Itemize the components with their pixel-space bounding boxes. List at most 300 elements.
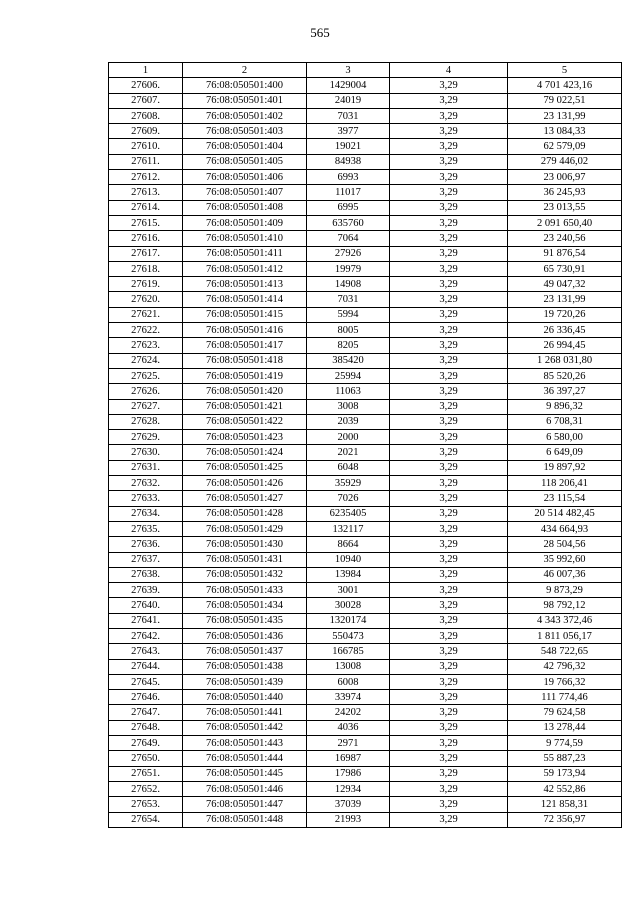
table-cell: 19 720,26 [508,307,622,322]
table-cell: 27606. [109,78,183,93]
table-cell: 35929 [307,476,390,491]
table-cell: 3,29 [390,246,508,261]
table-cell: 27653. [109,797,183,812]
page-number: 565 [310,25,330,40]
table-cell: 6 580,00 [508,430,622,445]
table-cell: 62 579,09 [508,139,622,154]
table-cell: 3,29 [390,460,508,475]
table-cell: 11017 [307,185,390,200]
table-cell: 8205 [307,338,390,353]
table-row [109,78,622,93]
table-cell: 76:08:050501:405 [183,154,307,169]
table-cell: 385420 [307,353,390,368]
table-row [109,476,622,491]
table-cell: 27614. [109,200,183,215]
table-cell: 30028 [307,598,390,613]
table-row [109,185,622,200]
table-cell: 91 876,54 [508,246,622,261]
table-row [109,766,622,781]
header-cell: 1 [109,63,183,78]
table-cell: 27643. [109,644,183,659]
table-cell: 3,29 [390,690,508,705]
table-row [109,215,622,230]
table-cell: 76:08:050501:423 [183,430,307,445]
table-row [109,200,622,215]
table-cell: 59 173,94 [508,766,622,781]
table-cell: 36 397,27 [508,384,622,399]
table-cell: 3,29 [390,583,508,598]
table-row [109,781,622,796]
table-cell: 3977 [307,124,390,139]
table-cell: 76:08:050501:445 [183,766,307,781]
table-row [109,598,622,613]
table-cell: 10940 [307,552,390,567]
table-cell: 85 520,26 [508,368,622,383]
table-cell: 76:08:050501:431 [183,552,307,567]
table-cell: 46 007,36 [508,567,622,582]
table-cell: 23 006,97 [508,170,622,185]
table-cell: 27629. [109,430,183,445]
table-row [109,277,622,292]
table-cell: 23 240,56 [508,231,622,246]
table-cell: 76:08:050501:427 [183,491,307,506]
table-cell: 14908 [307,277,390,292]
table-cell: 279 446,02 [508,154,622,169]
table-cell: 37039 [307,797,390,812]
table-cell: 27926 [307,246,390,261]
table-cell: 3,29 [390,215,508,230]
table-cell: 6008 [307,674,390,689]
table-cell: 27647. [109,705,183,720]
table-cell: 7026 [307,491,390,506]
table-cell: 27651. [109,766,183,781]
table-cell: 2039 [307,414,390,429]
table-cell: 76:08:050501:439 [183,674,307,689]
table-cell: 3,29 [390,628,508,643]
table-cell: 27623. [109,338,183,353]
table-cell: 76:08:050501:401 [183,93,307,108]
table-row [109,690,622,705]
table-cell: 35 992,60 [508,552,622,567]
table-cell: 76:08:050501:438 [183,659,307,674]
table-cell: 76:08:050501:421 [183,399,307,414]
table-cell: 27616. [109,231,183,246]
table-cell: 27637. [109,552,183,567]
table-cell: 19 897,92 [508,460,622,475]
table-cell: 27646. [109,690,183,705]
table-row [109,797,622,812]
table-cell: 6048 [307,460,390,475]
table-cell: 27624. [109,353,183,368]
table-cell: 13008 [307,659,390,674]
table-cell: 166785 [307,644,390,659]
table-cell: 3,29 [390,185,508,200]
table-cell: 9 873,29 [508,583,622,598]
table-cell: 3,29 [390,567,508,582]
table-cell: 3,29 [390,720,508,735]
table-cell: 27633. [109,491,183,506]
table-cell: 3,29 [390,78,508,93]
table-row [109,659,622,674]
table-cell: 1 268 031,80 [508,353,622,368]
table-cell: 3,29 [390,521,508,536]
table-cell: 3,29 [390,323,508,338]
header-cell: 4 [390,63,508,78]
table-cell: 2971 [307,736,390,751]
table-cell: 76:08:050501:434 [183,598,307,613]
table-cell: 7031 [307,108,390,123]
table-cell: 3,29 [390,108,508,123]
table-cell: 28 504,56 [508,537,622,552]
table-cell: 132117 [307,521,390,536]
table-row [109,812,622,827]
table-cell: 7064 [307,231,390,246]
table-row [109,292,622,307]
table-cell: 3,29 [390,307,508,322]
table-cell: 23 131,99 [508,292,622,307]
table-cell: 4036 [307,720,390,735]
table-cell: 72 356,97 [508,812,622,827]
table-body [109,63,622,828]
table-cell: 76:08:050501:435 [183,613,307,628]
table-cell: 3,29 [390,766,508,781]
table-row [109,552,622,567]
table-row [109,124,622,139]
table-cell: 76:08:050501:426 [183,476,307,491]
table-row [109,154,622,169]
table-cell: 3,29 [390,154,508,169]
table-cell: 76:08:050501:404 [183,139,307,154]
table-cell: 3,29 [390,644,508,659]
table-cell: 635760 [307,215,390,230]
table-row [109,139,622,154]
table-cell: 3,29 [390,368,508,383]
table-row [109,307,622,322]
table-cell: 3,29 [390,781,508,796]
table-cell: 23 115,54 [508,491,622,506]
table-cell: 27636. [109,537,183,552]
table-cell: 76:08:050501:412 [183,261,307,276]
table-cell: 27627. [109,399,183,414]
table-cell: 548 722,65 [508,644,622,659]
table-cell: 27631. [109,460,183,475]
table-cell: 27622. [109,323,183,338]
table-cell: 6 708,31 [508,414,622,429]
table-cell: 76:08:050501:424 [183,445,307,460]
table-cell: 121 858,31 [508,797,622,812]
table-cell: 3,29 [390,399,508,414]
table-cell: 19 766,32 [508,674,622,689]
table-cell: 27639. [109,583,183,598]
table-cell: 27654. [109,812,183,827]
table-cell: 76:08:050501:440 [183,690,307,705]
table-cell: 24019 [307,93,390,108]
table-cell: 27638. [109,567,183,582]
table-cell: 27652. [109,781,183,796]
table-cell: 76:08:050501:428 [183,506,307,521]
table-cell: 3,29 [390,613,508,628]
table-cell: 3,29 [390,338,508,353]
table-cell: 27611. [109,154,183,169]
table-row [109,445,622,460]
table-row [109,751,622,766]
table-cell: 20 514 482,45 [508,506,622,521]
table-cell: 27620. [109,292,183,307]
table-cell: 79 022,51 [508,93,622,108]
table-cell: 76:08:050501:403 [183,124,307,139]
table-cell: 27619. [109,277,183,292]
table-cell: 27608. [109,108,183,123]
table-cell: 3,29 [390,231,508,246]
table-cell: 27625. [109,368,183,383]
table-cell: 76:08:050501:442 [183,720,307,735]
table-row [109,521,622,536]
table-row [109,338,622,353]
table-cell: 76:08:050501:417 [183,338,307,353]
table-row [109,491,622,506]
table-cell: 27642. [109,628,183,643]
table-cell: 76:08:050501:416 [183,323,307,338]
table-cell: 5994 [307,307,390,322]
table-row [109,506,622,521]
header-cell: 5 [508,63,622,78]
table-row [109,353,622,368]
table-cell: 3,29 [390,812,508,827]
table-cell: 3,29 [390,430,508,445]
table-cell: 3,29 [390,797,508,812]
table-cell: 3,29 [390,705,508,720]
table-cell: 3,29 [390,491,508,506]
table-cell: 42 552,86 [508,781,622,796]
table-cell: 76:08:050501:408 [183,200,307,215]
table-cell: 3,29 [390,414,508,429]
table-cell: 2 091 650,40 [508,215,622,230]
table-cell: 3,29 [390,200,508,215]
table-cell: 3,29 [390,598,508,613]
table-cell: 434 664,93 [508,521,622,536]
table-cell: 13 084,33 [508,124,622,139]
table-row [109,368,622,383]
table-cell: 76:08:050501:402 [183,108,307,123]
table-cell: 27609. [109,124,183,139]
table-row [109,108,622,123]
table-cell: 21993 [307,812,390,827]
table-cell: 76:08:050501:418 [183,353,307,368]
table-cell: 2021 [307,445,390,460]
table-cell: 6 649,09 [508,445,622,460]
table-cell: 76:08:050501:410 [183,231,307,246]
table-cell: 3,29 [390,476,508,491]
table-cell: 27626. [109,384,183,399]
table-cell: 3,29 [390,277,508,292]
table-cell: 23 013,55 [508,200,622,215]
table-cell: 98 792,12 [508,598,622,613]
table-cell: 76:08:050501:441 [183,705,307,720]
table-cell: 27621. [109,307,183,322]
table-cell: 9 774,59 [508,736,622,751]
table-cell: 3,29 [390,261,508,276]
table-cell: 4 343 372,46 [508,613,622,628]
table-cell: 76:08:050501:448 [183,812,307,827]
table-cell: 55 887,23 [508,751,622,766]
table-cell: 27648. [109,720,183,735]
table-row [109,246,622,261]
table-cell: 3,29 [390,506,508,521]
table-cell: 13 278,44 [508,720,622,735]
table-cell: 550473 [307,628,390,643]
table-cell: 11063 [307,384,390,399]
table-cell: 76:08:050501:409 [183,215,307,230]
table-cell: 3,29 [390,445,508,460]
table-row [109,384,622,399]
table-cell: 76:08:050501:429 [183,521,307,536]
table-row [109,170,622,185]
table-cell: 26 336,45 [508,323,622,338]
table-cell: 27634. [109,506,183,521]
table-cell: 76:08:050501:430 [183,537,307,552]
table-cell: 3,29 [390,353,508,368]
table-cell: 27612. [109,170,183,185]
table-cell: 3,29 [390,139,508,154]
table-cell: 3001 [307,583,390,598]
table-cell: 27632. [109,476,183,491]
table-row [109,674,622,689]
table-cell: 27610. [109,139,183,154]
table-cell: 76:08:050501:444 [183,751,307,766]
table-cell: 3,29 [390,751,508,766]
table-row [109,613,622,628]
table-cell: 27640. [109,598,183,613]
table-row [109,231,622,246]
table-cell: 1 811 056,17 [508,628,622,643]
table-cell: 79 624,58 [508,705,622,720]
table-cell: 3,29 [390,552,508,567]
table-cell: 76:08:050501:422 [183,414,307,429]
table-header-row [109,63,622,78]
table-row [109,414,622,429]
header-cell: 2 [183,63,307,78]
table-cell: 17986 [307,766,390,781]
table-cell: 8664 [307,537,390,552]
table-row [109,430,622,445]
table-cell: 3,29 [390,537,508,552]
table-cell: 3,29 [390,659,508,674]
table-cell: 27618. [109,261,183,276]
table-row [109,583,622,598]
table-cell: 8005 [307,323,390,338]
table-cell: 27607. [109,93,183,108]
header-cell: 3 [307,63,390,78]
table-cell: 76:08:050501:411 [183,246,307,261]
table-cell: 76:08:050501:437 [183,644,307,659]
table-cell: 27630. [109,445,183,460]
table-cell: 25994 [307,368,390,383]
table-cell: 76:08:050501:425 [183,460,307,475]
table-cell: 12934 [307,781,390,796]
table-cell: 9 896,32 [508,399,622,414]
table-cell: 27644. [109,659,183,674]
table-cell: 16987 [307,751,390,766]
table-row [109,537,622,552]
table-cell: 3,29 [390,736,508,751]
table-cell: 23 131,99 [508,108,622,123]
table-cell: 27649. [109,736,183,751]
table-cell: 19979 [307,261,390,276]
table-cell: 76:08:050501:400 [183,78,307,93]
table-cell: 26 994,45 [508,338,622,353]
table-cell: 6993 [307,170,390,185]
data-table [108,62,622,828]
table-cell: 24202 [307,705,390,720]
table-cell: 13984 [307,567,390,582]
table-cell: 6995 [307,200,390,215]
table-cell: 4 701 423,16 [508,78,622,93]
table-cell: 76:08:050501:419 [183,368,307,383]
table-row [109,399,622,414]
table-cell: 27617. [109,246,183,261]
table-row [109,93,622,108]
table-cell: 76:08:050501:443 [183,736,307,751]
table-cell: 118 206,41 [508,476,622,491]
table-cell: 3,29 [390,170,508,185]
table-row [109,705,622,720]
table-cell: 27628. [109,414,183,429]
table-cell: 76:08:050501:420 [183,384,307,399]
table-cell: 76:08:050501:407 [183,185,307,200]
table-cell: 7031 [307,292,390,307]
table-row [109,628,622,643]
table-cell: 3,29 [390,384,508,399]
table-row [109,567,622,582]
table-cell: 76:08:050501:414 [183,292,307,307]
table-cell: 27613. [109,185,183,200]
table-cell: 49 047,32 [508,277,622,292]
table-cell: 27650. [109,751,183,766]
table-row [109,460,622,475]
table-cell: 3,29 [390,124,508,139]
table-cell: 65 730,91 [508,261,622,276]
table-cell: 3,29 [390,93,508,108]
table-row [109,644,622,659]
table-cell: 76:08:050501:415 [183,307,307,322]
table-cell: 3,29 [390,292,508,307]
table-cell: 111 774,46 [508,690,622,705]
table-row [109,736,622,751]
table-cell: 19021 [307,139,390,154]
table-cell: 42 796,32 [508,659,622,674]
table-cell: 6235405 [307,506,390,521]
table-cell: 76:08:050501:413 [183,277,307,292]
table-cell: 76:08:050501:406 [183,170,307,185]
table-cell: 1429004 [307,78,390,93]
table-cell: 1320174 [307,613,390,628]
table-cell: 76:08:050501:436 [183,628,307,643]
table-cell: 27645. [109,674,183,689]
table-cell: 76:08:050501:433 [183,583,307,598]
table-cell: 76:08:050501:446 [183,781,307,796]
table-cell: 27615. [109,215,183,230]
table-cell: 3008 [307,399,390,414]
table-cell: 76:08:050501:447 [183,797,307,812]
table-cell: 27641. [109,613,183,628]
table-row [109,720,622,735]
table-row [109,261,622,276]
table-cell: 33974 [307,690,390,705]
table-cell: 84938 [307,154,390,169]
table-cell: 2000 [307,430,390,445]
table-cell: 3,29 [390,674,508,689]
table-cell: 27635. [109,521,183,536]
